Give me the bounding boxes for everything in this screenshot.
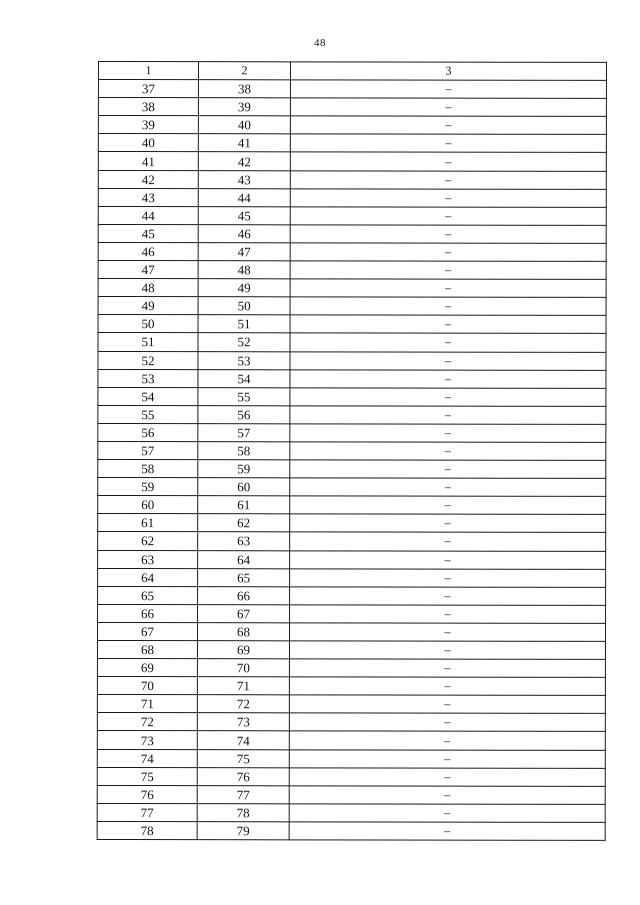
header-row (98, 62, 606, 81)
table-body (97, 80, 606, 841)
table-row (98, 98, 606, 117)
table-cell-col-1: 51 (98, 333, 198, 351)
table-row (98, 441, 606, 460)
table-row (98, 387, 606, 406)
table-cell-col-2: 49 (198, 279, 290, 297)
table-cell-col-2: 64 (198, 550, 290, 568)
table-cell-col-1: 49 (98, 297, 198, 315)
table-cell-col-1: 46 (98, 242, 198, 260)
table-cell-col-1: 77 (97, 803, 197, 821)
table-row (97, 785, 605, 804)
table-cell-col-3: – (290, 568, 606, 587)
table-cell-col-1: 41 (98, 152, 198, 170)
table-cell-col-3: – (289, 731, 605, 750)
table-cell-col-2: 46 (198, 225, 290, 243)
table-row (98, 550, 606, 569)
table-cell-col-2: 38 (198, 80, 290, 98)
table-row (98, 369, 606, 388)
table-cell-col-3: – (290, 98, 606, 117)
table-row (97, 821, 605, 840)
table-cell-col-2: 68 (197, 623, 289, 641)
table-cell-col-3: – (290, 188, 606, 207)
table-cell-col-3: – (290, 207, 606, 226)
table-cell-col-3: – (290, 442, 606, 461)
table-cell-col-1: 75 (97, 767, 197, 785)
table-cell-col-2: 73 (197, 713, 289, 731)
table-cell-col-3: – (289, 713, 605, 732)
table-row (98, 460, 606, 479)
table-cell-col-2: 77 (197, 785, 289, 803)
column-header-1: 1 (98, 62, 198, 80)
table-row (98, 242, 606, 261)
table-cell-col-3: – (290, 460, 606, 479)
table-row (98, 496, 606, 515)
table-cell-col-1: 76 (97, 785, 197, 803)
table-cell-col-1: 78 (97, 821, 197, 839)
table-row (98, 188, 606, 207)
table-row (97, 731, 605, 750)
table-cell-col-2: 75 (197, 749, 289, 767)
table-row (98, 514, 606, 533)
table-cell-col-1: 62 (98, 532, 198, 550)
table-cell-col-2: 54 (198, 369, 290, 387)
table-cell-col-2: 65 (198, 568, 290, 586)
table-cell-col-3: – (289, 695, 605, 714)
table-cell-col-3: – (289, 623, 605, 642)
table-cell-col-3: – (290, 333, 606, 352)
table-cell-col-2: 41 (198, 134, 290, 152)
table-cell-col-1: 52 (98, 351, 198, 369)
table-cell-col-3: – (290, 170, 606, 189)
table-row (98, 333, 606, 352)
table-cell-col-2: 76 (197, 767, 289, 785)
table-cell-col-3: – (289, 659, 605, 678)
table-cell-col-1: 57 (98, 441, 198, 459)
table-cell-col-2: 71 (197, 677, 289, 695)
table-cell-col-1: 66 (98, 604, 198, 622)
table-cell-col-1: 37 (98, 80, 198, 98)
table-cell-col-2: 51 (198, 315, 290, 333)
table-cell-col-3: – (290, 550, 606, 569)
table-row (98, 586, 606, 605)
table-cell-col-2: 40 (198, 116, 290, 134)
table-cell-col-3: – (290, 369, 606, 388)
table-cell-col-3: – (290, 587, 606, 606)
table-cell-col-2: 79 (197, 822, 289, 840)
table-cell-col-2: 70 (197, 659, 289, 677)
table-cell-col-1: 69 (97, 659, 197, 677)
table-cell-col-1: 50 (98, 315, 198, 333)
table-cell-col-3: – (290, 406, 606, 425)
table-row (98, 532, 606, 551)
table-cell-col-2: 59 (198, 460, 290, 478)
table-cell-col-1: 39 (98, 116, 198, 134)
table-cell-col-3: – (290, 315, 606, 334)
table-cell-col-1: 71 (97, 695, 197, 713)
table-cell-col-1: 55 (98, 405, 198, 423)
table-cell-col-1: 74 (97, 749, 197, 767)
table-row (98, 224, 606, 243)
table-cell-col-1: 61 (98, 514, 198, 532)
table-cell-col-3: – (289, 749, 605, 768)
table-cell-col-2: 45 (198, 206, 290, 224)
table-cell-col-3: – (290, 261, 606, 280)
table-cell-col-1: 45 (98, 224, 198, 242)
table-cell-col-2: 47 (198, 243, 290, 261)
table-cell-col-1: 44 (98, 206, 198, 224)
table-cell-col-2: 58 (198, 442, 290, 460)
table-cell-col-3: – (290, 478, 606, 497)
table-cell-col-1: 54 (98, 387, 198, 405)
table-cell-col-2: 78 (197, 804, 289, 822)
table-cell-col-1: 53 (98, 369, 198, 387)
table-row (97, 622, 605, 641)
table-cell-col-2: 69 (197, 641, 289, 659)
table-row (98, 568, 606, 587)
table-cell-col-2: 60 (198, 478, 290, 496)
table-cell-col-3: – (290, 605, 606, 624)
table-row (98, 279, 606, 298)
table-cell-col-3: – (290, 388, 606, 407)
table-cell-col-2: 61 (198, 496, 290, 514)
page-number: 48 (314, 37, 326, 49)
table-cell-col-1: 43 (98, 188, 198, 206)
table-cell-col-1: 59 (98, 478, 198, 496)
table-row (98, 116, 606, 135)
table-row (98, 351, 606, 370)
table-row (97, 659, 605, 678)
column-header-3: 3 (290, 62, 606, 81)
table-row (98, 604, 606, 623)
table-row (98, 315, 606, 334)
table-cell-col-3: – (290, 80, 606, 99)
table-cell-col-1: 58 (98, 460, 198, 478)
table-cell-col-1: 63 (98, 550, 198, 568)
table-cell-col-2: 72 (197, 695, 289, 713)
table-row (97, 767, 605, 786)
table-cell-col-2: 52 (198, 333, 290, 351)
table-cell-col-2: 44 (198, 188, 290, 206)
table-cell-col-3: – (290, 279, 606, 298)
table-row (98, 405, 606, 424)
table-cell-col-3: – (290, 496, 606, 515)
table-cell-col-1: 38 (98, 98, 198, 116)
table-cell-col-3: – (290, 424, 606, 443)
table-cell-col-3: – (290, 134, 606, 153)
table-cell-col-2: 43 (198, 170, 290, 188)
data-table-container (97, 61, 606, 841)
table-row (97, 713, 605, 732)
table-cell-col-2: 74 (197, 731, 289, 749)
table-cell-col-2: 50 (198, 297, 290, 315)
table-row (98, 261, 606, 280)
column-header-2: 2 (198, 62, 290, 80)
table-cell-col-3: – (289, 677, 605, 696)
table-row (97, 749, 605, 768)
table-cell-col-3: – (290, 225, 606, 244)
table-cell-col-3: – (290, 116, 606, 135)
table-cell-col-1: 48 (98, 279, 198, 297)
table-row (98, 170, 606, 189)
table-cell-col-3: – (289, 786, 605, 805)
table-cell-col-2: 53 (198, 351, 290, 369)
table-cell-col-3: – (290, 297, 606, 316)
table-cell-col-1: 56 (98, 423, 198, 441)
table-row (97, 695, 605, 714)
table-cell-col-1: 70 (97, 677, 197, 695)
table-cell-col-1: 67 (97, 622, 197, 640)
table-row (98, 206, 606, 225)
table-cell-col-2: 56 (198, 405, 290, 423)
table-cell-col-3: – (290, 351, 606, 370)
table-cell-col-1: 65 (98, 586, 198, 604)
table-cell-col-3: – (289, 767, 605, 786)
table-cell-col-1: 42 (98, 170, 198, 188)
table-cell-col-2: 39 (198, 98, 290, 116)
table-row (98, 478, 606, 497)
table-cell-col-1: 64 (98, 568, 198, 586)
table-cell-col-3: – (290, 514, 606, 533)
table-row (98, 152, 606, 171)
table-cell-col-2: 48 (198, 261, 290, 279)
table-cell-col-1: 47 (98, 261, 198, 279)
table-row (98, 134, 606, 153)
data-table (97, 61, 607, 841)
table-cell-col-2: 67 (198, 604, 290, 622)
table-header (98, 62, 606, 81)
table-cell-col-3: – (290, 243, 606, 262)
table-row (97, 677, 605, 696)
table-cell-col-3: – (290, 152, 606, 171)
table-cell-col-3: – (289, 641, 605, 660)
table-cell-col-1: 60 (98, 496, 198, 514)
table-cell-col-1: 68 (97, 641, 197, 659)
table-cell-col-1: 72 (97, 713, 197, 731)
table-cell-col-2: 66 (198, 586, 290, 604)
table-cell-col-1: 40 (98, 134, 198, 152)
table-row (98, 80, 606, 99)
table-row (97, 641, 605, 660)
table-cell-col-2: 42 (198, 152, 290, 170)
table-cell-col-2: 57 (198, 424, 290, 442)
table-cell-col-3: – (289, 822, 605, 841)
table-cell-col-2: 62 (198, 514, 290, 532)
table-cell-col-2: 63 (198, 532, 290, 550)
table-cell-col-2: 55 (198, 387, 290, 405)
table-row (98, 423, 606, 442)
table-cell-col-3: – (290, 532, 606, 551)
table-cell-col-1: 73 (97, 731, 197, 749)
table-cell-col-3: – (289, 804, 605, 823)
table-row (98, 297, 606, 316)
table-row (97, 803, 605, 822)
